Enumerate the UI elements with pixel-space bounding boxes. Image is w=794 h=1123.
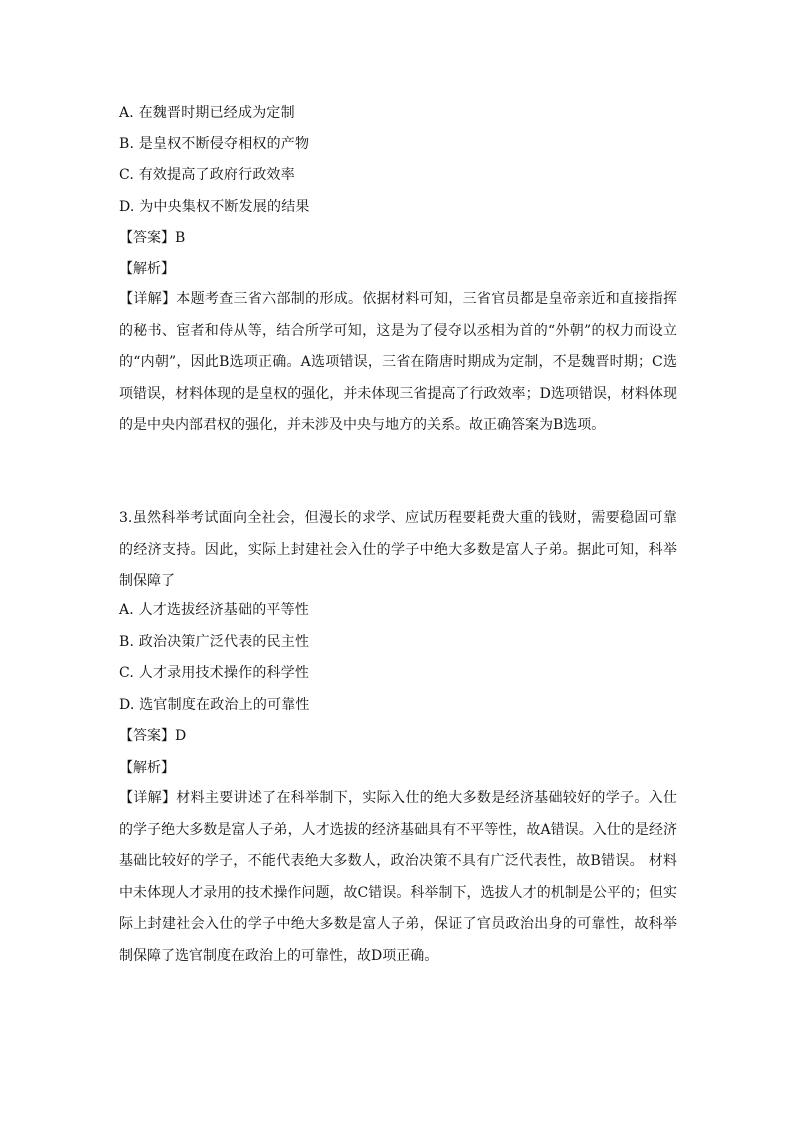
q2-detail: 【详解】本题考查三省六部制的形成。依据材料可知，三省官员都是皇帝亲近和直接指挥的秘书、宦者和侍从等，结合所学可知，这是为了侵夺以丞相为首的“外朝”的权力而设立的“内朝”，因此B选项正确。A选项错误，三省在隋唐时期成为定制，不是魏晋时期；C选项错误，材料体现的是皇权的强化，并未体现三省提高了行政效率；D选项错误，材料体现的是中央内部君权的强化，并未涉及中央与地方的关系。故正确答案为B选项。 [119, 291, 677, 433]
q2-option-c: C. 有效提高了政府行政效率 [119, 167, 295, 183]
q3-analysis-label: 【解析】 [119, 760, 175, 776]
q2-option-d: D. 为中央集权不断发展的结果 [119, 199, 310, 215]
q2-option-a: A. 在魏晋时期已经成为定制 [119, 105, 295, 121]
q2-option-b: B. 是皇权不断侵夺相权的产物 [119, 136, 310, 152]
q3-option-a: A. 人才选拔经济基础的平等性 [119, 602, 310, 618]
q3-stem: 3.虽然科举考试面向全社会，但漫长的求学、应试历程要耗费大重的钱财，需要稳固可靠的经济支持。因此，实际上封建社会入仕的学子中绝大多数是富人子弟。据此可知，科举制保障了 [119, 510, 677, 589]
q3-option-c: C. 人才录用技术操作的科学性 [119, 665, 310, 681]
q3-detail: 【详解】材料主要讲述了在科举制下，实际入仕的绝大多数是经济基础较好的学子。入仕的学子绝大多数是富人子弟，人才选拔的经济基础具有不平等性，故A错误。入仕的是经济基础比较好的学子，不能代表绝大多数人，政治决策不具有广泛代表性，故B错误。 材料中未体现人才录用的技术操作问题，故C错误。科举制下，选拔人才的机制是公平的；但实际上封建社会入仕的学子中绝大多数是富人子弟，保证了官员政治出身的可靠性，故科举制保障了选官制度在政治上的可靠性，故D项正确。 [119, 790, 677, 964]
q2-answer: 【答案】B [119, 230, 186, 246]
q3-answer: 【答案】D [119, 728, 187, 744]
q3-option-d: D. 选官制度在政治上的可靠性 [119, 697, 310, 713]
q2-analysis-label: 【解析】 [119, 261, 175, 277]
q3-option-b: B. 政治决策广泛代表的民主性 [119, 634, 310, 650]
